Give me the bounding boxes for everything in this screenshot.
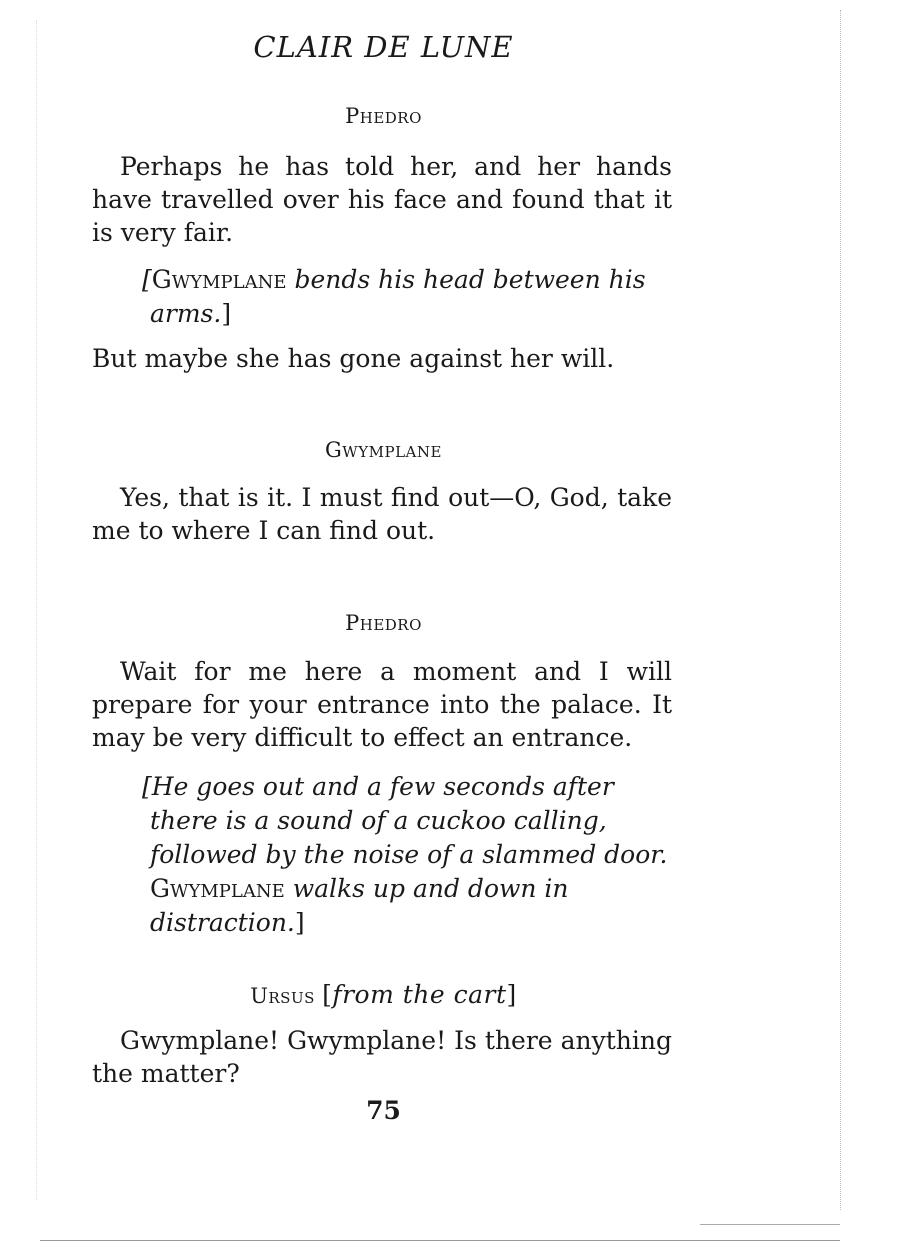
speaker-label: Phedro [345,611,422,635]
dialogue-paragraph: Yes, that is it. I must find out—O, God, take me to where I can find out. [92,483,672,545]
scan-margin-right [840,10,841,1210]
divider [700,1224,840,1225]
character-name: Gwymplane [150,874,285,903]
scan-margin-left [36,20,37,1200]
speaker-name [0,611,767,635]
stage-direction-text: walks up and down in distraction. [150,874,569,937]
dialogue-paragraph: Gwymplane! Gwymplane! Is there anything the matter? [92,1026,672,1088]
stage-direction-text: He goes out and a few seconds after there is a sound of a cuckoo calling, followed by the noise of a slammed door. [150,772,668,869]
dialogue-paragraph: But maybe she has gone against her will. [92,344,615,373]
stage-direction-text: bends his head between his arms. [150,265,646,328]
stage-direction-text: from the cart [332,980,507,1009]
stage-direction: [Gwymplane bends his head between his arms.] [142,265,646,328]
speaker-name [0,104,767,128]
dialogue-paragraph: Perhaps he has told her, and her hands have travelled over his face and found that it is very fair. [92,152,672,247]
running-header: CLAIR DE LUNE [253,30,514,64]
speaker-label: Phedro [345,104,422,128]
page-number: 75 [366,1096,401,1125]
stage-direction: [He goes out and a few seconds after there is a sound of a cuckoo calling, followed by the noise of a slammed door. Gwymplane walks up and down in distraction.] [142,772,668,937]
speaker-name [0,438,767,462]
divider [40,1240,840,1241]
character-name: Gwymplane [151,265,287,294]
speaker-name: Ursus [from the cart] [250,980,517,1009]
speaker-label: Gwymplane [325,438,442,462]
dialogue-paragraph: Wait for me here a moment and I will prepare for your entrance into the palace. It may be very difficult to effect an entrance. [92,657,672,752]
speaker-label: Ursus [250,984,315,1008]
